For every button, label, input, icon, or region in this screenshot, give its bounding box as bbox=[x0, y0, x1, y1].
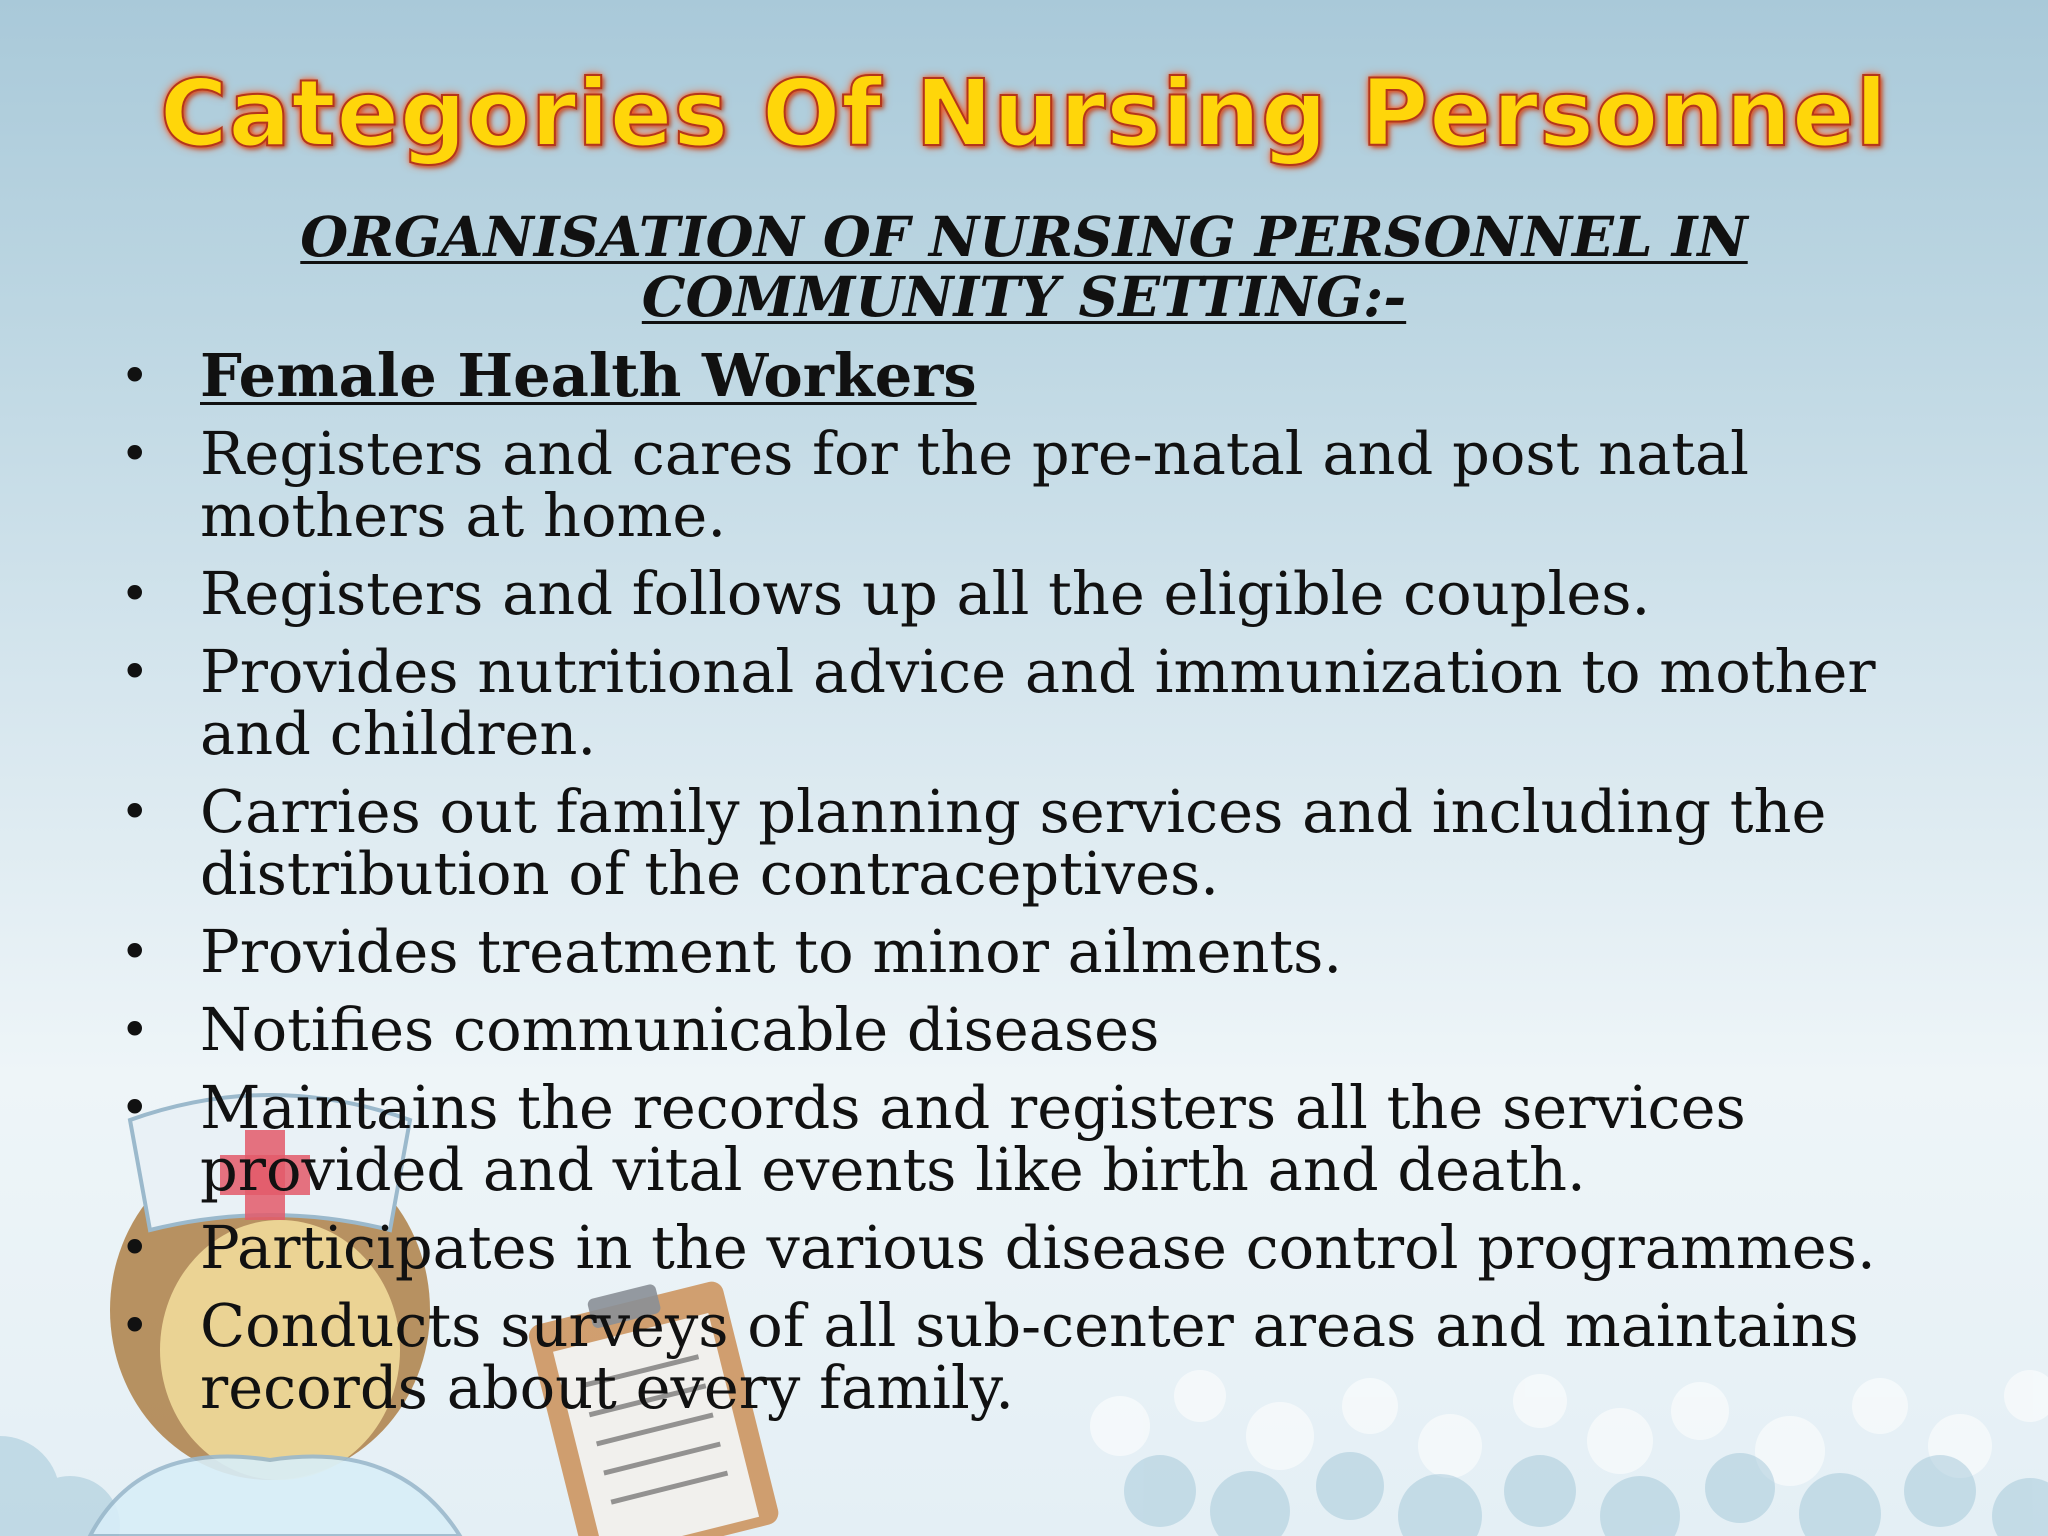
list-item bbox=[120, 917, 1950, 986]
list-item-text: Maintains the records and registers all the services provided and vital events like birth and death. bbox=[200, 1073, 1746, 1204]
bullet-icon: • bbox=[120, 783, 150, 841]
list-item bbox=[120, 777, 1950, 908]
list-item bbox=[120, 1073, 1950, 1204]
section-subtitle bbox=[0, 204, 2048, 329]
bullet-icon: • bbox=[120, 1219, 150, 1277]
list-item-text: Conducts surveys of all sub-center areas and maintains records about every family. bbox=[200, 1291, 1859, 1422]
list-heading-text: Female Health Workers bbox=[200, 341, 977, 410]
list-item-text: Registers and follows up all the eligible couples. bbox=[200, 559, 1651, 628]
bullet-icon: • bbox=[120, 643, 150, 701]
bullet-icon: • bbox=[120, 1297, 150, 1355]
list-item-text: Notifies communicable diseases bbox=[200, 995, 1160, 1064]
bullet-icon: • bbox=[120, 565, 150, 623]
list-item bbox=[120, 559, 1950, 628]
list-item-text: Participates in the various disease control programmes. bbox=[200, 1213, 1876, 1282]
subtitle-line-2: COMMUNITY SETTING:- bbox=[641, 264, 1407, 329]
list-item bbox=[120, 1291, 1950, 1422]
list-item-text: Provides nutritional advice and immunization to mother and children. bbox=[200, 637, 1876, 768]
list-item bbox=[120, 637, 1950, 768]
bullet-icon: • bbox=[120, 1001, 150, 1059]
bullet-list bbox=[120, 341, 1950, 1435]
list-item bbox=[120, 419, 1950, 550]
slide-title: Categories Of Nursing Personnel bbox=[159, 60, 1888, 167]
list-item bbox=[120, 1213, 1950, 1282]
subtitle-line-1: ORGANISATION OF NURSING PERSONNEL IN bbox=[300, 204, 1748, 269]
bullet-icon: • bbox=[120, 347, 150, 405]
list-heading bbox=[120, 341, 1950, 410]
list-item bbox=[120, 995, 1950, 1064]
list-item-text: Provides treatment to minor ailments. bbox=[200, 917, 1343, 986]
bullet-icon: • bbox=[120, 923, 150, 981]
list-item-text: Carries out family planning services and including the distribution of the contraceptives. bbox=[200, 777, 1827, 908]
list-item-text: Registers and cares for the pre-natal and post natal mothers at home. bbox=[200, 419, 1750, 550]
bullet-icon: • bbox=[120, 425, 150, 483]
bullet-icon: • bbox=[120, 1079, 150, 1137]
